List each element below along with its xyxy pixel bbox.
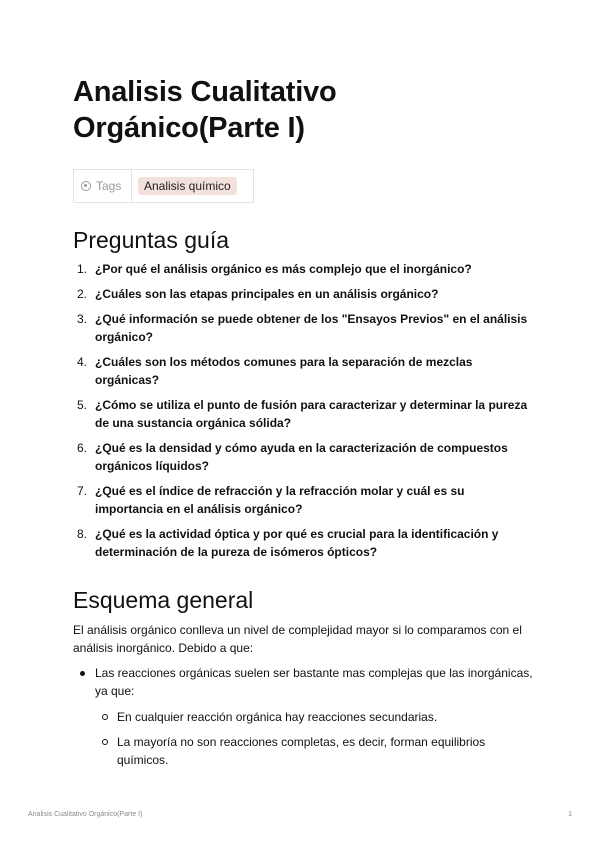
questions-list xyxy=(73,260,533,568)
tag-chip[interactable]: Analisis químico xyxy=(138,177,237,195)
question-text: ¿Qué es el índice de refracción y la refracción molar y cuál es su importancia en el análisis orgánico? xyxy=(95,484,465,516)
list-item xyxy=(73,396,533,432)
question-text: ¿Por qué el análisis orgánico es más complejo que el inorgánico? xyxy=(95,262,472,276)
sub-bullet-text: La mayoría no son reacciones completas, es decir, forman equilibrios químicos. xyxy=(117,735,486,767)
list-item xyxy=(95,733,533,769)
list-item xyxy=(73,353,533,389)
properties-table xyxy=(73,169,254,203)
page-title: Analisis Cualitativo Orgánico(Parte I) xyxy=(73,76,337,144)
question-text: ¿Qué información se puede obtener de los "Ensayos Previos" en el análisis orgánico? xyxy=(95,312,528,344)
list-number: 7. xyxy=(77,484,88,498)
list-number: 2. xyxy=(77,287,88,301)
question-text: ¿Cuáles son las etapas principales en un análisis orgánico? xyxy=(95,287,439,301)
page-footer xyxy=(28,811,572,818)
list-item xyxy=(73,525,533,561)
list-number: 5. xyxy=(77,398,88,412)
list-item xyxy=(73,285,533,303)
tag-circle-icon xyxy=(81,181,91,191)
list-number: 6. xyxy=(77,441,88,455)
question-text: ¿Cómo se utiliza el punto de fusión para caracterizar y determinar la pureza de una sustancia orgánica sólida? xyxy=(95,398,528,430)
list-number: 3. xyxy=(77,312,88,326)
list-item xyxy=(73,482,533,518)
list-item xyxy=(73,260,533,278)
footer-page-number: 1 xyxy=(568,811,572,818)
section-heading-preguntas: Preguntas guía xyxy=(73,227,230,253)
list-item xyxy=(73,310,533,346)
bullet-ring xyxy=(102,739,108,745)
list-number: 1. xyxy=(77,262,88,276)
tags-property-key xyxy=(74,170,132,202)
bullet-ring xyxy=(102,714,108,720)
list-item xyxy=(73,439,533,475)
bullet-text: Las reacciones orgánicas suelen ser bastante mas complejas que las inorgánicas, ya que: xyxy=(95,666,533,698)
list-item xyxy=(73,664,533,769)
question-text: ¿Qué es la actividad óptica y por qué es crucial para la identificación y determinación de la pureza de isómeros ópticos? xyxy=(95,527,499,559)
question-text: ¿Cuáles son los métodos comunes para la separación de mezclas orgánicas? xyxy=(95,355,473,387)
question-text: ¿Qué es la densidad y cómo ayuda en la caracterización de compuestos orgánicos líquidos? xyxy=(95,441,508,473)
tags-property-value xyxy=(132,170,237,202)
section-heading-esquema: Esquema general xyxy=(73,587,254,613)
list-number: 8. xyxy=(77,527,88,541)
bullet-dot xyxy=(80,671,85,676)
sub-bullet-text: En cualquier reacción orgánica hay reacciones secundarias. xyxy=(117,710,438,724)
sub-bullet-list xyxy=(95,708,533,769)
bullet-list xyxy=(73,664,533,776)
footer-title: Analisis Cualitativo Orgánico(Parte I) xyxy=(28,811,143,818)
list-number: 4. xyxy=(77,355,88,369)
intro-paragraph: El análisis orgánico conlleva un nivel de complejidad mayor si lo comparamos con el análisis inorgánico. Debido a que: xyxy=(73,623,522,655)
list-item xyxy=(95,708,533,726)
tags-label: Tags xyxy=(96,179,122,193)
